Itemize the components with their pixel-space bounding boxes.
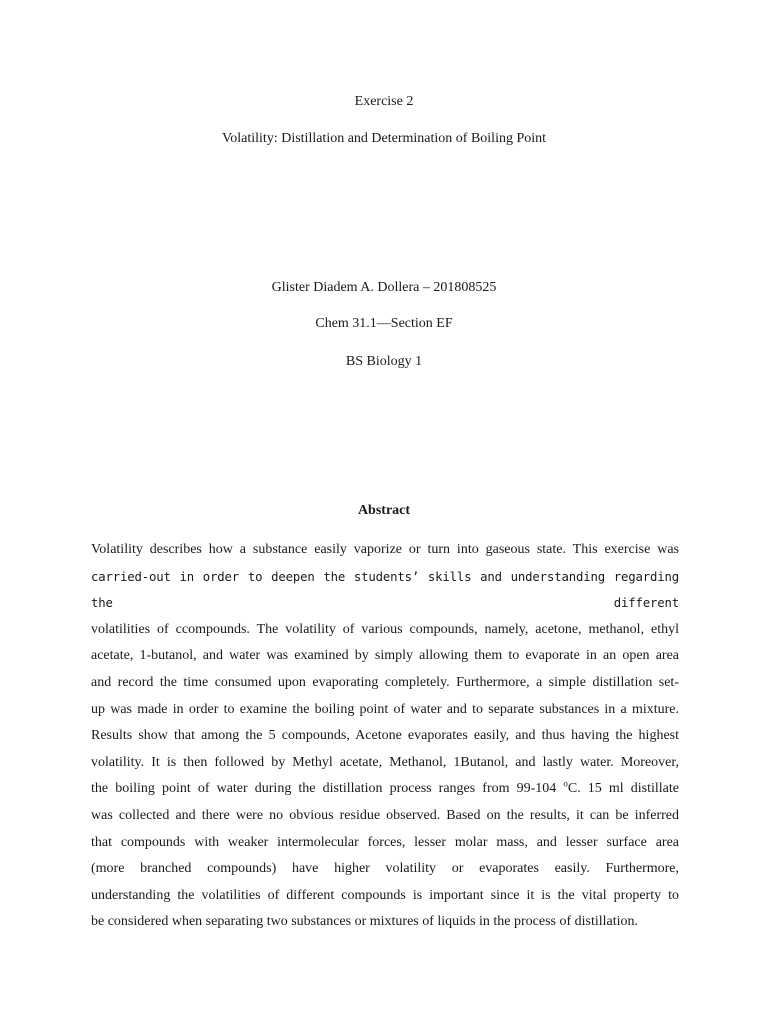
abstract-line: was collected and there were no obvious residue observed. Based on the results, it can be inferred xyxy=(91,807,679,823)
abstract-line: volatility. It is then followed by Methyl acetate, Methanol, 1Butanol, and lastly water. Moreover, xyxy=(91,754,679,770)
abstract-line: understanding the volatilities of different compounds is important since it is the vital property to xyxy=(91,887,679,903)
abstract-line: Volatility describes how a substance easily vaporize or turn into gaseous state. This exercise was xyxy=(91,542,679,557)
abstract-line: and record the time consumed upon evaporating completely. Furthermore, a simple distillation set- xyxy=(91,674,679,690)
exercise-label: Exercise 2 xyxy=(354,94,414,109)
abstract-line: up was made in order to examine the boiling point of water and to separate substances in a mixture. xyxy=(91,701,679,717)
abstract-line-part: C. 15 ml distillate xyxy=(567,781,679,797)
abstract-line: that compounds with weaker intermolecular forces, lesser molar mass, and lesser surface area xyxy=(91,834,679,850)
abstract-line: volatilities of ccompounds. The volatility of various compounds, namely, acetone, methanol, ethyl xyxy=(91,621,679,637)
abstract-line: acetate, 1-butanol, and water was examined by simply allowing them to evaporate in an open area xyxy=(91,648,679,664)
abstract-line: Results show that among the 5 compounds, Acetone evaporates easily, and thus having the highest xyxy=(91,728,679,744)
abstract-body xyxy=(91,537,679,936)
abstract-line: carried-out in order to deepen the students’ skills and understanding regarding the different xyxy=(91,569,679,611)
abstract-line-boiling-point xyxy=(91,776,679,803)
abstract-line-part: the boiling point of water during the distillation process ranges from 99-104 xyxy=(91,781,564,797)
degree-superscript: o xyxy=(563,778,568,789)
course-line: Chem 31.1—Section EF xyxy=(315,316,453,331)
program-line: BS Biology 1 xyxy=(345,354,423,369)
author-line: Glister Diadem A. Dollera – 201808525 xyxy=(271,280,497,295)
document-title: Volatility: Distillation and Determination of Boiling Point xyxy=(221,131,547,146)
abstract-line: be considered when separating two substances or mixtures of liquids in the process of distillation. xyxy=(91,914,639,930)
abstract-heading: Abstract xyxy=(357,503,411,518)
abstract-line: (more branched compounds) have higher volatility or evaporates easily. Furthermore, xyxy=(91,861,679,877)
